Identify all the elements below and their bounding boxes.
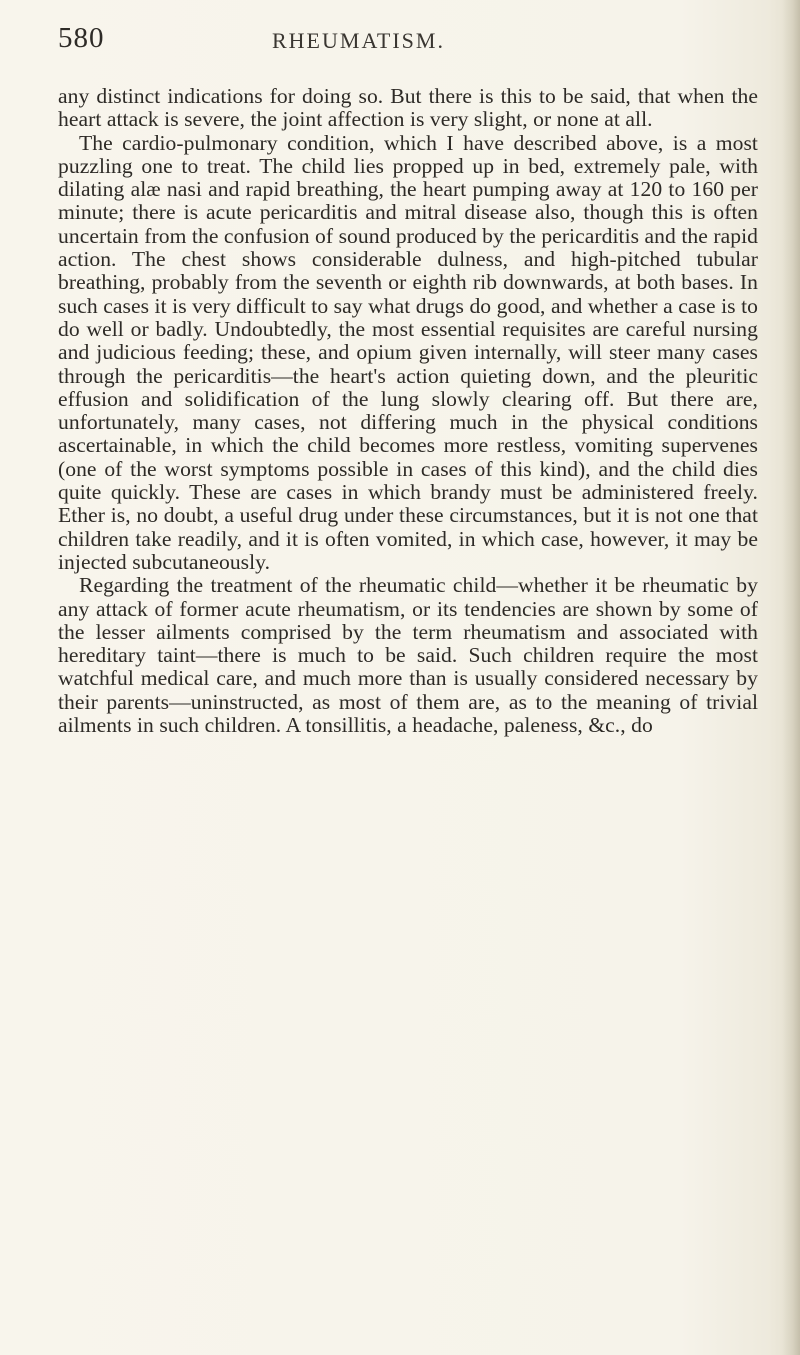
page-edge-shadow [782,0,800,1355]
body-text [58,85,758,737]
paragraph-continuation: any distinct indications for doing so. But there is this to be said, that when the heart attack is severe, the joint affection is very slight, or none at all. [58,84,758,132]
paragraph-cardio-pulmonary: The cardio-pulmonary condition, which I have described above, is a most puzzling one to treat. The child lies propped up in bed, extremely pale, with dilating alæ nasi and rapid breathing, the heart pumping away at 120 to 160 per minute; there is acute pericarditis and mitral disease also, though this is often uncertain from the confusion of sound produced by the pericarditis and the rapid action. The chest shows considerable dulness, and high-pitched tubular breathing, probably from the seventh or eighth rib downwards, at both bases. In such cases it is very difficult to say what drugs do good, and whether a case is to do well or badly. Undoubtedly, the most essential requisites are careful nursing and judicious feeding; these, and opium given internally, will steer many cases through the pericarditis—the heart's action quieting down, and the pleuritic effusion and solidification of the lung slowly clearing off. But there are, unfortunately, many cases, not differing much in the physical conditions ascertainable, in which the child becomes more restless, vomiting supervenes (one of the worst symptoms possible in cases of this kind), and the child dies quite quickly. These are cases in which brandy must be administered freely. Ether is, no doubt, a useful drug under these circumstances, but it is not one that children take readily, and it is often vomited, in which case, however, it may be injected subcutaneously. [58,130,758,574]
running-head: RHEUMATISM. [272,28,445,53]
page-header [58,22,758,62]
page-number: 580 [58,22,105,54]
paragraph-rheumatic-child: Regarding the treatment of the rheumatic child—whether it be rheumatic by any attack of former acute rheumatism, or its tendencies are shown by some of the lesser ailments comprised by the term rheumatism and associated with hereditary taint—there is much to be said. Such children require the most watchful medical care, and much more than is usually considered necessary by their parents—uninstructed, as most of them are, as to the meaning of trivial ailments in such children. A tonsillitis, a headache, paleness, &c., do [58,573,758,738]
